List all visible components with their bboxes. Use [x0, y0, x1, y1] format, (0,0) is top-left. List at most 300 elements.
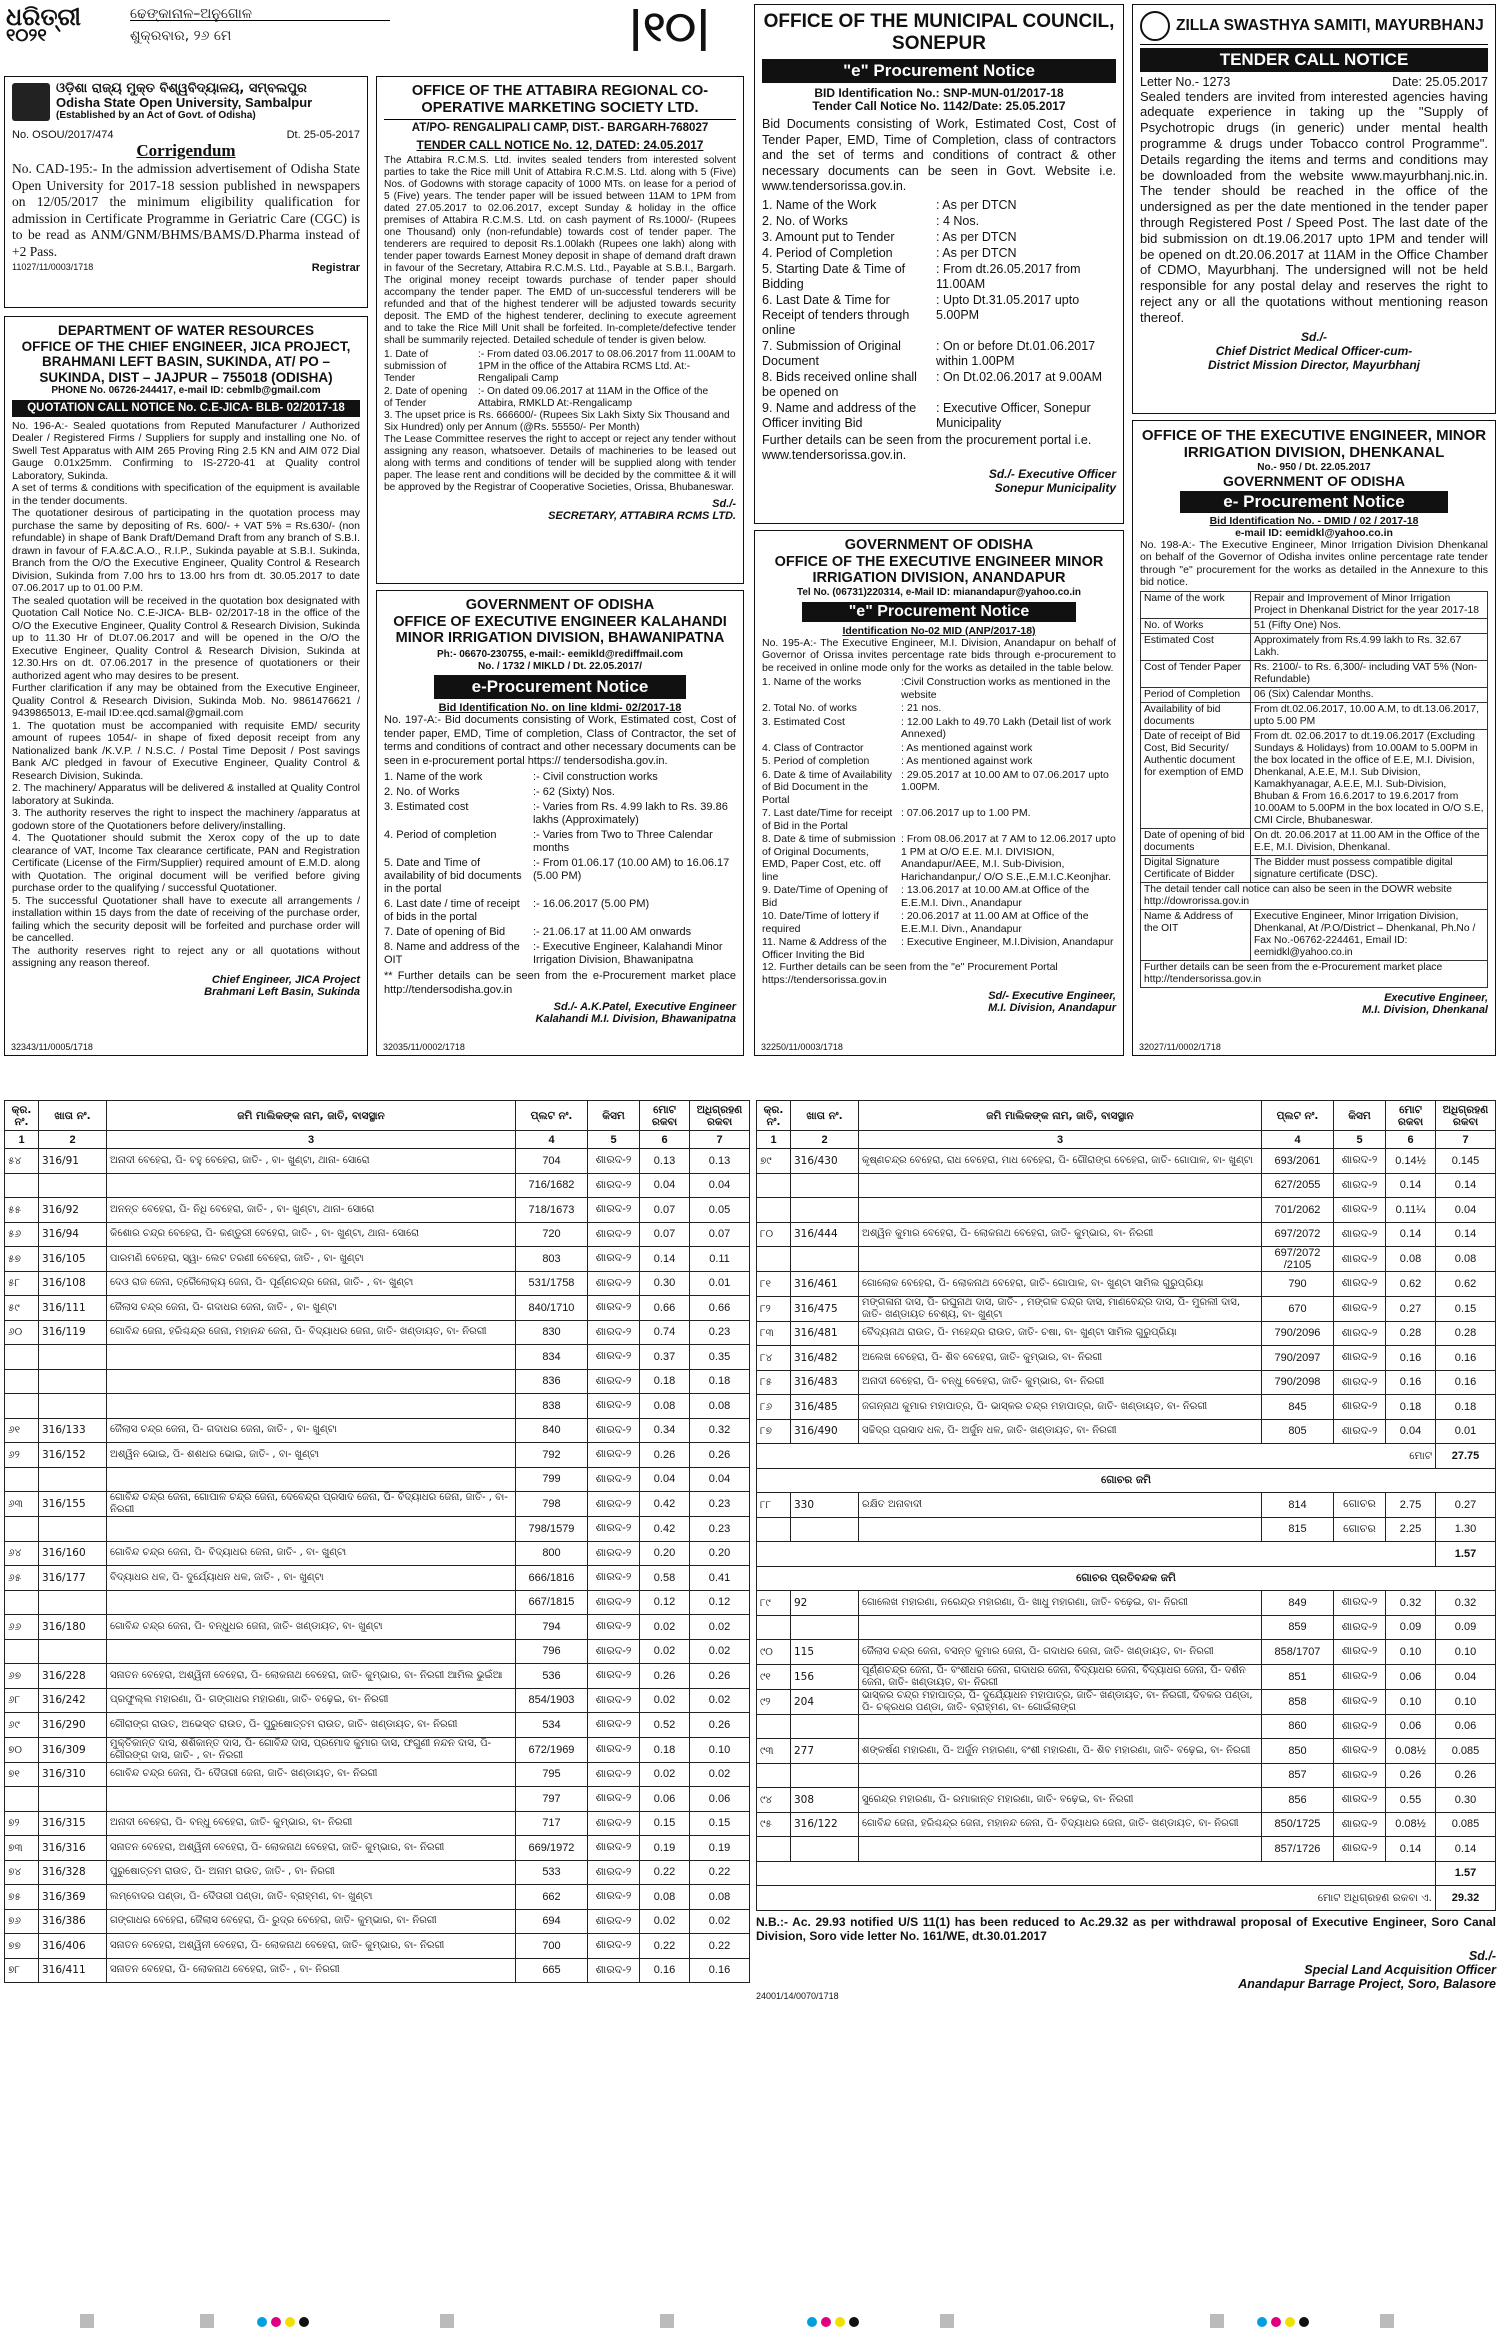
total-value: 29.32: [1436, 1886, 1496, 1911]
jica-notice-no: QUOTATION CALL NOTICE No. C.E-JICA- BLB- 02/2017-18: [12, 400, 360, 417]
osou-code: 11027/11/0003/1718: [12, 262, 94, 272]
table-row: [757, 1149, 1496, 1174]
table-cell: [859, 1714, 1262, 1739]
table-row: [5, 1615, 750, 1640]
table-cell: 0.14: [1386, 1222, 1436, 1247]
table-row: [5, 1811, 750, 1836]
table-cell: [757, 1837, 791, 1862]
table-row: [757, 1591, 1496, 1616]
anandapur-item-label: 5. Period of completion: [762, 755, 870, 768]
table-cell: ୯୪: [757, 1788, 791, 1813]
table-cell: ଅନାଦୀ ବେହେରା, ପି- ବନ୍ଧୁ ବେହେରା, ଜାତି- କୁମ୍ଭାର, ବା- ନିରଗୀ: [107, 1811, 516, 1836]
table-cell: [39, 1173, 107, 1198]
table-cell: ଭାସ୍କର ଚନ୍ଦ୍ର ମହାପାତ୍ର, ପି- ଦୁର୍ଯ୍ୟୋଧନ ମହାପାତ୍ର, ଜାତି- ଖଣ୍ଡାୟତ, ବା- ନିରଗୀ, ଦିବକର ପଣ୍ଡା, ପି- ଚକ୍ରଧର ପଣ୍ଡା, ଜାତି- ବ୍ରାହ୍ମଣ, ବା- ଗୋଇଁଲାଙ୍ଗ: [859, 1689, 1262, 1714]
table-cell: ଶାରଦ-୨: [588, 1222, 640, 1247]
table-cell: 531/1758: [516, 1271, 588, 1296]
dhenkanal-cell-label: Digital Signature Certificate of Bidder: [1141, 855, 1251, 882]
table-row: [757, 1788, 1496, 1813]
paper-year: ୧୦୨୧: [6, 25, 47, 46]
dhenkanal-cell-label: Period of Completion: [1141, 687, 1251, 702]
table-cell: ୭୮: [5, 1958, 39, 1983]
dhenkanal-cell-label: No. of Works: [1141, 618, 1251, 633]
table-cell: 0.06: [1386, 1714, 1436, 1739]
table-cell: 0.16: [1386, 1346, 1436, 1371]
table-cell: [757, 1714, 791, 1739]
table-row: [5, 1688, 750, 1713]
dhenkanal-row: [1141, 702, 1488, 729]
table-cell: ୭୪: [5, 1860, 39, 1885]
paper-name: ଧରିତ୍ରୀ: [6, 3, 81, 31]
table-cell: [859, 1615, 1262, 1640]
table-cell: 0.10: [1436, 1640, 1496, 1665]
table-cell: 0.26: [1436, 1763, 1496, 1788]
table-cell: ମୁକ୍ତିକାନ୍ତ ଦାସ, ଶଶିକାନ୍ତ ଦାସ, ପି- ଗୋବିନ୍ଦ ଦାସ, ପ୍ରମୋଦ କୁମାର ଦାସ, ଫଗୁଣୀ ନନ୍ଦନ ଦାସ, ପି- ଗୌରଙ୍ଗ ଦାସ, ଜାତି- , ବା- ନିରଗୀ: [107, 1737, 516, 1762]
table-cell: ଶାରଦ-୨: [1334, 1173, 1386, 1198]
sonepur-item-value: : As per DTCN: [936, 229, 1017, 244]
table-cell: ଗୋବିନ୍ଦ ଚନ୍ଦ୍ର ଜେନା, ପି- ଦୈତାରୀ ଜେନା, ଜାତି- ଖଣ୍ଡାୟତ, ବା- ନିରଗୀ: [107, 1762, 516, 1787]
total-row: [757, 1444, 1496, 1469]
land-col-number: 4: [516, 1131, 588, 1149]
table-cell: ବିଦ୍ୟାଧର ଧଳ, ପି- ଦୁର୍ଯ୍ୟୋଧନ ଧଳ, ଜାତି- , ବା- ଖୁଣ୍ଟା: [107, 1566, 516, 1591]
dhenkanal-email: e-mail ID: eemidkl@yahoo.co.in: [1235, 526, 1393, 539]
jica-code: 32343/11/0005/1718: [11, 1042, 93, 1052]
table-cell: ୫୯: [5, 1296, 39, 1321]
table-cell: 1.30: [1436, 1517, 1496, 1542]
land-col-number: 7: [690, 1131, 750, 1149]
table-cell: ଅଲେଖ ବେହେରା, ପି- ଶିବ ବେହେରା, ଜାତି- କୁମ୍ଭାର, ବା- ନିରଗୀ: [859, 1346, 1262, 1371]
table-cell: 0.07: [690, 1222, 750, 1247]
table-row: [5, 1247, 750, 1272]
table-row: [5, 1909, 750, 1934]
dhenkanal-cell: The detail tender call notice can also be seen in the DOWR website http://dowrorissa.gov.in: [1141, 882, 1488, 909]
table-cell: ଶାରଦ-୨: [1334, 1788, 1386, 1813]
table-row: [5, 1958, 750, 1983]
table-cell: [791, 1837, 859, 1862]
jica-para: 2. The machinery/ Apparatus will be delivered & installed at Quality Control laboratory at Sukinda.: [12, 782, 360, 807]
table-cell: 836: [516, 1369, 588, 1394]
table-cell: 0.13: [640, 1149, 690, 1174]
sonepur-item-value: : On or before Dt.01.06.2017 within 1.00PM: [936, 338, 1096, 368]
table-cell: 0.26: [640, 1664, 690, 1689]
table-cell: 800: [516, 1541, 588, 1566]
kalahandi-item-label: 2. No. of Works: [384, 786, 460, 799]
jica-body: [12, 420, 360, 970]
kalahandi-item-label: 5. Date and Time of availability of bid documents in the portal: [384, 857, 522, 896]
table-cell: ୯୫: [757, 1812, 791, 1837]
dhenkanal-h1: OFFICE OF THE EXECUTIVE ENGINEER, MINOR IRRIGATION DIVISION, DHENKANAL: [1141, 427, 1487, 462]
dhenkanal-notice: e- Procurement Notice: [1180, 491, 1448, 513]
table-cell: 850/1725: [1262, 1812, 1334, 1837]
kalahandi-no: No. / 1732 / MIKLD / Dt. 22.05.2017/: [478, 660, 642, 672]
table-cell: 0.23: [690, 1320, 750, 1345]
table-row: [5, 1860, 750, 1885]
table-cell: ଶାରଦ-୨: [1334, 1395, 1386, 1420]
table-cell: 0.20: [640, 1541, 690, 1566]
table-cell: 316/105: [39, 1247, 107, 1272]
table-cell: ଶାରଦ-୨: [588, 1247, 640, 1272]
table-row: [757, 1517, 1496, 1542]
osou-sub: (Established by an Act of Govt. of Odisha): [56, 110, 256, 121]
table-row: [5, 1885, 750, 1910]
land-col-number: 6: [1386, 1131, 1436, 1149]
table-cell: ୭୭: [5, 1934, 39, 1959]
table-row: [757, 1222, 1496, 1247]
anandapur-item-label: 7. Last date/Time for receipt of Bid in the Portal: [762, 807, 893, 832]
dhenkanal-cell-value: The Bidder must possess compatible digital signature certificate (DSC).: [1251, 855, 1488, 882]
table-cell: [757, 1247, 791, 1272]
table-cell: [39, 1467, 107, 1492]
table-cell: [859, 1173, 1262, 1198]
table-cell: 0.10: [1436, 1689, 1496, 1714]
kalahandi-item-label: 7. Date of opening of Bid: [384, 926, 506, 939]
table-cell: ଦେଓ ରାଜ ଜେନା, ତ୍ରୈଲୋକ୍ୟ ଜେନା, ପି- ପୂର୍ଣ୍ଣଚନ୍ଦ୍ର ଜେନା, ଜାତି- , ବା- ଖୁଣ୍ଟା: [107, 1271, 516, 1296]
jica-h2: OFFICE OF THE CHIEF ENGINEER, JICA PROJECT, BRAHMANI LEFT BASIN, SUKINDA, AT/ PO – SUKINDA, DIST – JAJPUR – 755018 (ODISHA): [21, 338, 351, 385]
dhenkanal-cell: Further details can be seen from the e-Procurement market place http://tendersorissa.gov.in: [1141, 960, 1488, 987]
table-cell: 0.04: [690, 1467, 750, 1492]
table-cell: [39, 1394, 107, 1419]
table-cell: 805: [1262, 1419, 1334, 1444]
dhenkanal-code: 32027/11/0002/1718: [1139, 1042, 1221, 1052]
table-cell: ଶାରଦ-୨: [1334, 1812, 1386, 1837]
land-col-header: ଖାତା ନଂ.: [39, 1101, 107, 1131]
jica-para: No. 196-A:- Sealed quotations from Reputed Manufacturer / Authorized Dealer / Registered Firms / Suppliers for supply and installing one No. of Swell Test Apparatus with AIM 265 Proving Ring 2.5 KN and AIM 072 Dial Gauge 0.01x25mm. Confirming to IS-2720-41 at Quality control Laboratory, Sukinda.: [12, 419, 360, 482]
table-cell: 0.58: [640, 1566, 690, 1591]
table-cell: 0.23: [690, 1517, 750, 1542]
table-cell: ଶାରଦ-୨: [588, 1688, 640, 1713]
osou-heading: Corrigendum: [136, 141, 236, 160]
land-col-number: 7: [1436, 1131, 1496, 1149]
dhenkanal-cell-value: 06 (Six) Calendar Months.: [1251, 687, 1488, 702]
table-cell: 0.06: [1436, 1714, 1496, 1739]
table-cell: ୮୯: [757, 1591, 791, 1616]
anandapur-item-value: : As mentioned against work: [901, 741, 1033, 754]
table-cell: 0.08: [640, 1394, 690, 1419]
table-cell: 0.22: [690, 1934, 750, 1959]
table-cell: [107, 1517, 516, 1542]
table-cell: 0.26: [690, 1443, 750, 1468]
table-cell: 0.32: [690, 1418, 750, 1443]
table-row: [5, 1149, 750, 1174]
table-cell: ଗୋଚର: [1334, 1517, 1386, 1542]
table-cell: ଶାରଦ-୨: [1334, 1640, 1386, 1665]
table-cell: ୮୨: [757, 1296, 791, 1321]
table-cell: 0.02: [690, 1909, 750, 1934]
table-cell: 0.15: [690, 1811, 750, 1836]
dhenkanal-body: No. 198-A:- The Executive Engineer, Minor Irrigation Division Dhenkanal on behalf of the Governor of Odisha invites online percentage rate tender through "e" procurement for the works as detailed in the Annexure to this bid notice.: [1140, 538, 1488, 589]
anandapur-item-label: 6. Date & time of Availability of Bid Document in the Portal: [762, 768, 892, 806]
table-cell: 795: [516, 1762, 588, 1787]
dhenkanal-row: [1141, 828, 1488, 855]
table-cell: ଅଶ୍ୱିନ କୁମାର ବେହେରା, ପି- ଲୋକନାଥ ବେହେରା, ଜାତି- କୁମ୍ଭାର, ବା- ନିରଗୀ: [859, 1222, 1262, 1247]
table-cell: 697/2072 /2105: [1262, 1247, 1334, 1272]
kalahandi-item-value: :- 16.06.2017 (5.00 PM): [533, 898, 650, 911]
table-cell: 0.10: [690, 1737, 750, 1762]
osou-logo: [12, 83, 50, 121]
table-cell: 316/228: [39, 1664, 107, 1689]
table-cell: ଶାରଦ-୨: [588, 1566, 640, 1591]
table-cell: [39, 1369, 107, 1394]
table-cell: ଶାରଦ-୨: [588, 1418, 640, 1443]
table-cell: 0.14: [640, 1247, 690, 1272]
table-cell: 92: [791, 1591, 859, 1616]
attabira-sign: SECRETARY, ATTABIRA RCMS LTD.: [548, 510, 736, 523]
dhenkanal-row: [1141, 591, 1488, 618]
table-cell: ମଙ୍ଗଳାନା ଦାସ, ପି- ରଘୁନାଥ ଦାସ, ଜାତି- , ମଙ୍ଗଳ ଚନ୍ଦ୍ର ଦାସ, ମାଣବେନ୍ଦ୍ର ଦାସ, ପି- ମୁରଲୀ ଦାସ, ଜାତି- ଖଣ୍ଡାୟତ ବେଶ୍ୟ, ବା- ଖୁଣ୍ଟା: [859, 1296, 1262, 1321]
table-cell: 0.11: [690, 1247, 750, 1272]
table-cell: 0.26: [690, 1664, 750, 1689]
table-cell: 0.145: [1436, 1149, 1496, 1174]
date-line: ଶୁକ୍ରବାର, ୨୬ ମେ: [130, 28, 232, 44]
table-cell: ଶାରଦ-୨: [1334, 1346, 1386, 1371]
table-cell: [5, 1590, 39, 1615]
table-cell: 316/406: [39, 1934, 107, 1959]
table-cell: ଶାରଦ-୨: [588, 1958, 640, 1983]
table-cell: ୯୧: [757, 1664, 791, 1689]
mayurbhanj-no: Letter No.- 1273: [1140, 74, 1231, 89]
attabira-sd: Sd./-: [712, 498, 736, 511]
sonepur-item-label: 7. Submission of Original Document: [762, 338, 901, 368]
dhenkanal-row: [1141, 882, 1488, 909]
table-cell: ୫୭: [5, 1247, 39, 1272]
table-cell: 0.09: [1386, 1615, 1436, 1640]
table-cell: ୭୧: [5, 1762, 39, 1787]
table-cell: 316/160: [39, 1541, 107, 1566]
table-cell: 0.37: [640, 1345, 690, 1370]
table-cell: 316/309: [39, 1737, 107, 1762]
table-cell: 0.41: [690, 1566, 750, 1591]
table-cell: 0.01: [1436, 1419, 1496, 1444]
table-cell: 0.02: [690, 1688, 750, 1713]
table-cell: ଶାରଦ-୨: [588, 1664, 640, 1689]
table-cell: ଶାରଦ-୨: [1334, 1419, 1386, 1444]
table-cell: 0.02: [640, 1639, 690, 1664]
table-cell: [5, 1517, 39, 1542]
table-cell: 0.08: [690, 1885, 750, 1910]
kalahandi-item-value: :- Civil construction works: [533, 771, 658, 784]
table-cell: ଶାରଦ-୨: [588, 1787, 640, 1812]
table-cell: ପୂର୍ଣ୍ଣଚନ୍ଦ୍ର ଜେନା, ପି- ବଂଶୀଧର ଜେନା, ଗଦାଧର ଜେନା, ବିଦ୍ୟାଧର ଜେନା, ବିଦ୍ୟାଧର ଜେନା, ପି- ଦର୍ଶନ ଜେନା, ଜାତି- ଖଣ୍ଡାୟତ, ବା- ନିରଗୀ: [859, 1664, 1262, 1689]
attabira-item-value: :- From dated 03.06.2017 to 08.06.2017 from 11.00AM to 1PM in the office of the Attabira RCMS Ltd. At:- Rengalipali Camp: [478, 349, 736, 385]
table-cell: 0.04: [1436, 1664, 1496, 1689]
table-cell: 0.19: [690, 1836, 750, 1861]
table-cell: 0.32: [1386, 1591, 1436, 1616]
table-cell: ୮୪: [757, 1346, 791, 1371]
table-cell: 316/485: [791, 1395, 859, 1420]
table-cell: 858: [1262, 1689, 1334, 1714]
table-cell: 790/2098: [1262, 1370, 1334, 1395]
table-cell: 0.04: [1386, 1419, 1436, 1444]
table-cell: ଶାରଦ-୨: [588, 1713, 640, 1738]
table-cell: [859, 1247, 1262, 1272]
table-cell: 0.22: [640, 1860, 690, 1885]
table-cell: ଗୋବିନ୍ଦ ଜେନା, ହରିଶ୍ଚନ୍ଦ୍ର ଜେନା, ମହାନନ୍ଦ ଜେନା, ପି- ବିଦ୍ୟାଧର ଜେନା, ଜାତି- ଖଣ୍ଡାୟତ, ବା- ନିରଗୀ: [859, 1812, 1262, 1837]
table-row: [5, 1173, 750, 1198]
table-cell: 0.06: [640, 1787, 690, 1812]
table-cell: 316/430: [791, 1149, 859, 1174]
anandapur-item-value: : 12.00 Lakh to 49.70 Lakh (Detail list of work Annexed): [901, 715, 1112, 741]
section-heading: ଗୋଚର ଜମି: [757, 1468, 1496, 1493]
table-cell: 667/1815: [516, 1590, 588, 1615]
table-cell: 860: [1262, 1714, 1334, 1739]
table-cell: [5, 1345, 39, 1370]
table-cell: 533: [516, 1860, 588, 1885]
sonepur-notice: "e" Procurement Notice: [762, 59, 1116, 83]
table-cell: ଶାରଦ-୨: [1334, 1247, 1386, 1272]
table-cell: ରକ୍ଷିତ ଅନାବାଦୀ: [859, 1493, 1262, 1518]
land-col-number: 1: [5, 1131, 39, 1149]
anandapur-body: No. 195-A:- The Executive Engineer, M.I. Division, Anandapur on behalf of Governor of Orissa invites percentage rate bids through e-procurement to be received in online mode only for the works as detailed in the table below.: [762, 636, 1116, 674]
table-row: [5, 1271, 750, 1296]
anandapur-item-label: 10. Date/Time of lottery if required: [762, 910, 879, 935]
table-cell: 0.28: [1436, 1321, 1496, 1346]
table-cell: ଶାରଦ-୨: [1334, 1296, 1386, 1321]
table-cell: [39, 1787, 107, 1812]
table-cell: [107, 1467, 516, 1492]
table-cell: 316/155: [39, 1492, 107, 1517]
table-cell: 0.32: [1436, 1591, 1496, 1616]
dhenkanal-row: [1141, 618, 1488, 633]
table-cell: [757, 1517, 791, 1542]
dhenkanal-cell-value: Executive Engineer, Minor Irrigation Division, Dhenkanal, At /P.O/District – Dhenkanal, Ph.No / Fax No.-06762-224461, Email ID: eemidkl@yahoo.co.in: [1251, 909, 1488, 960]
table-cell: ବୈଦ୍ୟନାଥ ରାଉତ, ପି- ମହେନ୍ଦ୍ର ରାଉତ, ଜାତି- ଚଷା, ବା- ଖୁଣ୍ଟା ସାମିଲ ଗୁରୁପ୍ରିୟା: [859, 1321, 1262, 1346]
land-col-number: 5: [588, 1131, 640, 1149]
land-col-number: 6: [640, 1131, 690, 1149]
table-cell: ଶଙ୍କର୍ଷଣ ମହାରଣା, ପି- ଅର୍ଜୁନ ମହାରଣା, ବଂଶୀ ମହାରଣା, ପି- ଶିବ ମହାରଣା, ଜାତି- ବଢ଼େଇ, ବା- ନିରଗୀ: [859, 1739, 1262, 1764]
table-cell: ଗୋବିନ୍ଦ ଚନ୍ଦ୍ର ଜେନା, ଗୋପାଳ ଚନ୍ଦ୍ର ଜେନା, ଦେବେନ୍ଦ୍ର ପ୍ରସାଦ ଜେନା, ପି- ବିଦ୍ୟାଧର ଜେନା, ଜାତି- , ବା- ନିରଗୀ: [107, 1492, 516, 1517]
table-row: [5, 1222, 750, 1247]
jica-sign: Chief Engineer, JICA Project: [211, 973, 360, 986]
anandapur-item-value: : 29.05.2017 at 10.00 AM to 07.06.2017 upto 1.00PM.: [901, 768, 1109, 794]
table-cell: ଲମ୍ବୋଦର ପଣ୍ଡା, ପି- ଦୈତାରୀ ପଣ୍ଡା, ଜାତି- ବ୍ରାହ୍ମଣ, ବା- ଖୁଣ୍ଟା: [107, 1885, 516, 1910]
table-cell: ଶାରଦ-୨: [588, 1394, 640, 1419]
table-cell: 316/133: [39, 1418, 107, 1443]
table-cell: 0.13: [690, 1149, 750, 1174]
table-cell: 704: [516, 1149, 588, 1174]
table-cell: ଗୋବିନ୍ଦ ଚନ୍ଦ୍ର ଜେନା, ପି- ବନ୍ଧୁଧର ଜେନା, ଜାତି- ଖଣ୍ଡାୟତ, ବା- ଖୁଣ୍ଟା: [107, 1615, 516, 1640]
table-row: [5, 1762, 750, 1787]
jica-sign2: Brahmani Left Basin, Sukinda: [204, 985, 360, 998]
jica-phone: PHONE No. 06726-244417, e-mail ID: cebmlb@gmail.com: [51, 385, 321, 397]
table-cell: 0.14: [1386, 1173, 1436, 1198]
section-row: [757, 1566, 1496, 1591]
table-cell: [5, 1173, 39, 1198]
table-row: [5, 1467, 750, 1492]
jica-para: 4. The Quotationer should submit the Xerox copy of the up to date clearance of VAT, Income Tax clearance certificate, PAN and Registration Certificate (License of the Firm/Supplier) required amount of E.M.D. along with Quotation. The original document will be verified before giving purchase order to the qualifying / successful Quotationer.: [12, 832, 360, 895]
land-col-header: ଖାତା ନଂ.: [791, 1101, 859, 1131]
dhenkanal-row: [1141, 909, 1488, 960]
table-row: [5, 1198, 750, 1223]
jica-h1: DEPARTMENT OF WATER RESOURCES: [57, 323, 314, 338]
table-cell: 0.08½: [1386, 1739, 1436, 1764]
table-cell: ୮୮: [757, 1493, 791, 1518]
table-cell: 0.08: [1386, 1247, 1436, 1272]
sonepur-item-value: : As per DTCN: [936, 245, 1017, 260]
sonepur-tail: Further details can be seen from the procurement portal i.e. www.tendersorissa.gov.in.: [762, 432, 1092, 462]
table-cell: 277: [791, 1739, 859, 1764]
sonepur-item-label: 5. Starting Date & Time of Bidding: [762, 261, 906, 291]
table-cell: 697/2072: [1262, 1222, 1334, 1247]
table-cell: ଶାରଦ-୨: [1334, 1272, 1386, 1297]
attabira-item-value: :- On dated 09.06.2017 at 11AM in the Office of the Attabira, RMKLD At:-Rengalicamp: [478, 386, 709, 410]
table-cell: 840/1710: [516, 1296, 588, 1321]
table-cell: 830: [516, 1320, 588, 1345]
attabira-body: The Attabira R.C.M.S. Ltd. invites sealed tenders from interested solvent parties to take the Rice mill Unit of Attabira R.C.M.S. Ltd. along with 5 (Five) Nos. of Godowns with storage capacity of 1000 MTs. on lease for a period of 5 (Five) years. The tender paper will be issued between 11AM to 1PM from dated 27.05.2017 to 02.06.2017, except Sunday & holiday in the office premises of Attabira R.C.M.S. Ltd. on cash payment of Rs.1000/- (Rupees one Thousand) only (non-refundable) towards cost of tender paper. The tenderers are required to deposit Rs.1.00lakh (Rupees one lakh) along with tender paper towards Earnest Money deposit in shape of demand draft drawn in favour of the Secretary, Attabira R.C.M.S. Ltd., Payable at S.B.I., Bargarh. The original money receipt towards purchase of tender paper should accompany the tender paper. The EMD of un-successful tenderers will be refunded and that of the highest tenderer will be adjusted towards security deposit. The EMD of the highest tenderer, declining to execute agreement and to take the Rice Mill Unit shall be forfeited. In-complete/defective tender shall be summarily rejected. Detailed schedule of tender is given below.: [384, 155, 736, 347]
total-value: 1.57: [1436, 1542, 1496, 1567]
mayurbhanj-sign2: District Mission Director, Mayurbhanj: [1207, 357, 1421, 372]
table-cell: ସଚ୍ଚିଦ୍ର ପ୍ରସାଦ ଧଳ, ପି- ଅର୍ଜୁନ ଧଳ, ଜାତି- ଖଣ୍ଡାୟତ, ବା- ନିରଗୀ: [859, 1419, 1262, 1444]
table-cell: ୫୫: [5, 1198, 39, 1223]
land-col-header: ପ୍ଲଟ ନଂ.: [516, 1101, 588, 1131]
table-row: [5, 1369, 750, 1394]
attabira-notice: TENDER CALL NOTICE No. 12, DATED: 24.05.2017: [416, 137, 704, 152]
land-col-header: କ୍ର. ନଂ.: [5, 1101, 39, 1131]
table-cell: ଶାରଦ-୨: [588, 1836, 640, 1861]
table-cell: ଜୈଲାସ ଚନ୍ଦ୍ର ଜେନା, ବସନ୍ତ କୁମାର ଜେନା, ପି- ଗଦାଧର ଜେନା, ଜାତି- ଖଣ୍ଡାୟତ, ବା- ନିରଗୀ: [859, 1640, 1262, 1665]
table-cell: ଗୋଚର: [1334, 1493, 1386, 1518]
table-cell: ଶାରଦ-୨: [1334, 1321, 1386, 1346]
table-cell: 0.34: [640, 1418, 690, 1443]
table-cell: 0.02: [640, 1909, 690, 1934]
land-col-number: 2: [39, 1131, 107, 1149]
table-cell: 849: [1262, 1591, 1334, 1616]
table-cell: ୬୫: [5, 1566, 39, 1591]
mayurbhanj-h2: TENDER CALL NOTICE: [1140, 48, 1488, 72]
table-cell: 316/386: [39, 1909, 107, 1934]
sonepur-item-label: 3. Amount put to Tender: [762, 229, 895, 244]
table-cell: ସନାତନ ବେହେରା, ଅଶ୍ୱିନୀ ବେହେରା, ପି- ଲୋକନାଥ ବେହେରା, ଜାତି- କୁମ୍ଭାର, ବା- ନିରଗୀ: [107, 1934, 516, 1959]
dhenkanal-bid: Bid Identification No. - DMID / 02 / 2017-18: [1209, 514, 1419, 527]
table-cell: [39, 1590, 107, 1615]
anandapur-item-value: : From 08.06.2017 at 7 AM to 12.06.2017 upto 1 PM at O/O E.E. M.I. DIVISION, Anandapur/AEE, M.I. Sub-Division, Harichandanpur,/ O/O S.E.,E.M.I.C.Keonjhar.: [901, 833, 1116, 883]
table-row: [757, 1763, 1496, 1788]
table-cell: ପୁରୁଷୋତ୍ତମ ରାଉତ, ପି- ଅନାମ ରାଉତ, ଜାତି- , ବା- ନିରଗୀ: [107, 1860, 516, 1885]
table-row: [757, 1321, 1496, 1346]
table-row: [5, 1787, 750, 1812]
dhenkanal-row: [1141, 660, 1488, 687]
mayurbhanj-h1: ZILLA SWASTHYA SAMITI, MAYURBHANJ: [1176, 17, 1484, 34]
table-cell: ଅଶ୍ୱିନ ଭୋଇ, ପି- ଶଶଧର ଭୋଇ, ଜାତି- , ବା- ଖୁଣ୍ଟା: [107, 1443, 516, 1468]
table-cell: 316/316: [39, 1836, 107, 1861]
table-cell: 330: [791, 1493, 859, 1518]
table-cell: 0.085: [1436, 1739, 1496, 1764]
table-cell: 0.18: [640, 1369, 690, 1394]
table-cell: 0.02: [690, 1762, 750, 1787]
table-row: [5, 1713, 750, 1738]
land-col-number: 3: [107, 1131, 516, 1149]
table-cell: ଶାରଦ-୨: [1334, 1370, 1386, 1395]
table-cell: ଶାରଦ-୨: [588, 1934, 640, 1959]
table-cell: 798: [516, 1492, 588, 1517]
dhenkanal-cell-value: From dt. 02.06.2017 to dt.19.06.2017 (Excluding Sundays & Holidays) from 10.00AM to 5.00PM in the box located in the office of E.E, M.I. Division, Dhenkanal, A.E.E, M.I. Sub Division, Kamakhyanagar, A.E.E, M.I. Sub-Division, Bhuban & From 16.6.2017 to 19.6.2017 from 10.00AM to 5.00PM in the box located in O/O S.E, CMI Circle, Bhubaneswar.: [1251, 729, 1488, 828]
table-cell: 316/328: [39, 1860, 107, 1885]
table-cell: [791, 1517, 859, 1542]
table-cell: [39, 1345, 107, 1370]
table-cell: ୮୫: [757, 1370, 791, 1395]
dhenkanal-sign: Executive Engineer,: [1384, 991, 1488, 1004]
table-cell: [791, 1615, 859, 1640]
dhenkanal-cell-value: Repair and Improvement of Minor Irrigation Project in Dhenkanal District for the year 2017-18: [1251, 591, 1488, 618]
anandapur-item-label: 11. Name & Address of the Officer Inviting the Bid: [762, 936, 887, 961]
table-cell: [107, 1369, 516, 1394]
table-cell: 790/2096: [1262, 1321, 1334, 1346]
osou-sign: Registrar: [311, 262, 360, 274]
table-row: [757, 1714, 1496, 1739]
table-cell: 0.27: [1436, 1493, 1496, 1518]
table-cell: 0.26: [690, 1713, 750, 1738]
table-cell: ୬୬: [5, 1615, 39, 1640]
dhenkanal-cell-value: Rs. 2100/- to Rs. 6,300/- including VAT 5% (Non- Refundable): [1251, 660, 1488, 687]
page-number: |୧୦|: [628, 2, 711, 51]
